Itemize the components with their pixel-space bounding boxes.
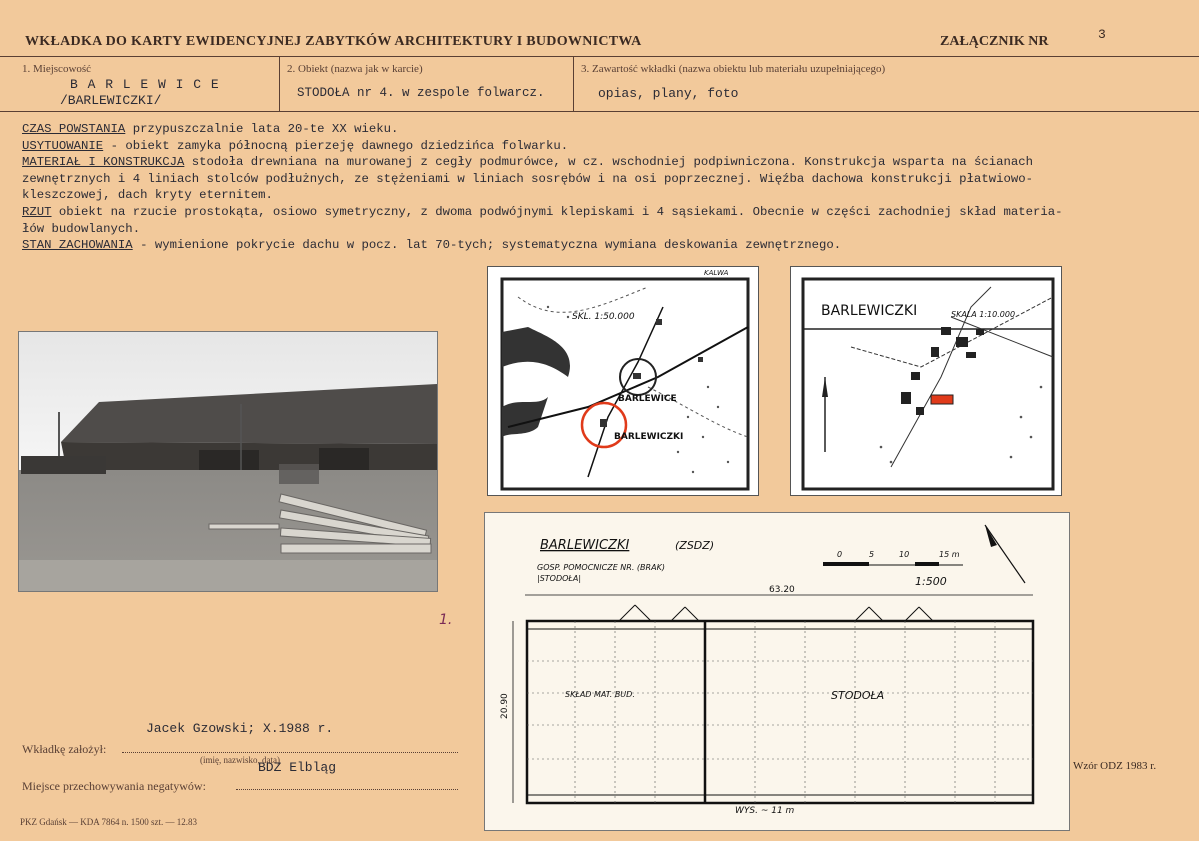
map1-label-barlewice: BARLEWICE (618, 394, 677, 404)
heading-plan: RZUT (22, 204, 52, 219)
annex-number: 3 (1098, 27, 1106, 42)
text-material-3: kleszczowej, dach kryty eternitem. (22, 188, 273, 203)
text-plan: obiekt na rzucie prostokąta, osiowo symetryczny, z dwoma podwójnymi klepiskami i 4 sąsiekami. Obecnie w części zachodniej skład materia- (51, 204, 1063, 219)
field-divider (279, 57, 280, 111)
plan-title-suffix: (ZSDZ) (675, 539, 715, 552)
author-value: Jacek Gzowski; X.1988 r. (146, 721, 334, 736)
author-line (122, 752, 458, 753)
location-map-2 (790, 266, 1062, 496)
text-plan-2: łów budowlanych. (22, 221, 141, 236)
text-material: stodoła drewniana na murowanej z cegły podmurówce, w cz. wschodniej podpiwniczona. Konstrukcja wsparta na ścianach (184, 155, 1033, 170)
scale-tick: 10 (899, 550, 910, 559)
object-value: STODOŁA nr 4. w zespole folwarcz. (297, 86, 545, 100)
map1-label-kalwa: KALWA (704, 269, 729, 277)
description (22, 121, 1192, 254)
heading-location: USYTUOWANIE (22, 138, 104, 153)
plan-width: 20.90 (500, 693, 510, 719)
negative-location-value: BDZ Elbląg (258, 760, 337, 775)
negative-location-line (236, 789, 458, 790)
place-label: 1. Miejscowość (22, 63, 92, 75)
room-east-label: STODOŁA (831, 689, 885, 702)
text-material-2: zewnętrznych i 4 liniach stolców podłużnych, ze stężeniami w liniach sosrębów i na osi poprzecznej. Więźba dachowa konstrukcji płatwiowo- (22, 171, 1033, 186)
text-location: - obiekt zamyka północną pierzeję dawnego dziedzińca folwarku. (103, 138, 569, 153)
heading-creation: CZAS POWSTANIA (22, 122, 126, 136)
plan-subtitle-2: |STODOŁA| (537, 574, 582, 583)
field-divider (573, 57, 574, 111)
floor-plan (484, 512, 1070, 831)
heading-condition: STAN ZACHOWANIA (22, 238, 133, 253)
document-title: WKŁADKA DO KARTY EWIDENCYJNEJ ZABYTKÓW ARCHITEKTURY I BUDOWNICTWA (25, 34, 642, 49)
barn-photo-graphic (19, 332, 437, 591)
text-creation: przypuszczalnie lata 20-te XX wieku. (125, 122, 399, 136)
text-condition: - wymienione pokrycie dachu w pocz. lat 70-tych; systematyczna wymiana deskowania zewnętrznego. (132, 238, 842, 253)
place-value: B A R L E W I C E (70, 77, 220, 92)
map2-title: BARLEWICZKI (821, 303, 918, 319)
object-label: 2. Obiekt (nazwa jak w karcie) (287, 63, 423, 75)
photo-mark: 1. (439, 612, 453, 628)
place-value-2: /BARLEWICZKI/ (60, 93, 162, 108)
contents-label: 3. Zawartość wkładki (nazwa obiektu lub materiału uzupełniającego) (581, 63, 886, 75)
plan-subtitle: GOSP. POMOCNICZE NR. (BRAK) (537, 563, 665, 572)
heading-material: MATERIAŁ I KONSTRUKCJA (22, 155, 185, 170)
negative-location-label: Miejsce przechowywania negatywów: (22, 779, 206, 793)
scale-tick: 0 (837, 550, 843, 559)
location-map-1-graphic (488, 267, 758, 495)
print-footer: PKZ Gdańsk — KDA 7864 n. 1500 szt. — 12.83 (20, 817, 197, 827)
contents-value: opias, plany, foto (598, 86, 739, 101)
plan-scale: 1:500 (915, 575, 947, 588)
map1-label-barlewiczki: BARLEWICZKI (614, 432, 684, 442)
author-hint: (imię, nazwisko, data) (200, 755, 280, 765)
scale-tick: 15 m (939, 550, 960, 559)
plan-length: 63.20 (769, 585, 795, 595)
plan-height-note: WYS. ~ 11 m (735, 806, 795, 816)
map2-scale: SKALA 1:10.000 (951, 310, 1016, 319)
author-label: Wkładkę założył: (22, 742, 107, 756)
scale-tick: 5 (869, 550, 875, 559)
location-map-1 (487, 266, 759, 496)
barn-photo (18, 331, 438, 592)
room-west-label: SKŁAD MAT. BUD. (565, 690, 635, 699)
plan-title: BARLEWICZKI (540, 538, 630, 553)
annex-label: ZAŁĄCZNIK NR (940, 34, 1049, 49)
form-model: Wzór ODZ 1983 r. (1073, 760, 1157, 772)
header (0, 27, 1199, 57)
location-map-2-graphic (791, 267, 1061, 495)
field-row (0, 57, 1199, 112)
map1-scale: SKL. 1:50.000 (572, 312, 635, 322)
floor-plan-graphic (485, 513, 1069, 830)
